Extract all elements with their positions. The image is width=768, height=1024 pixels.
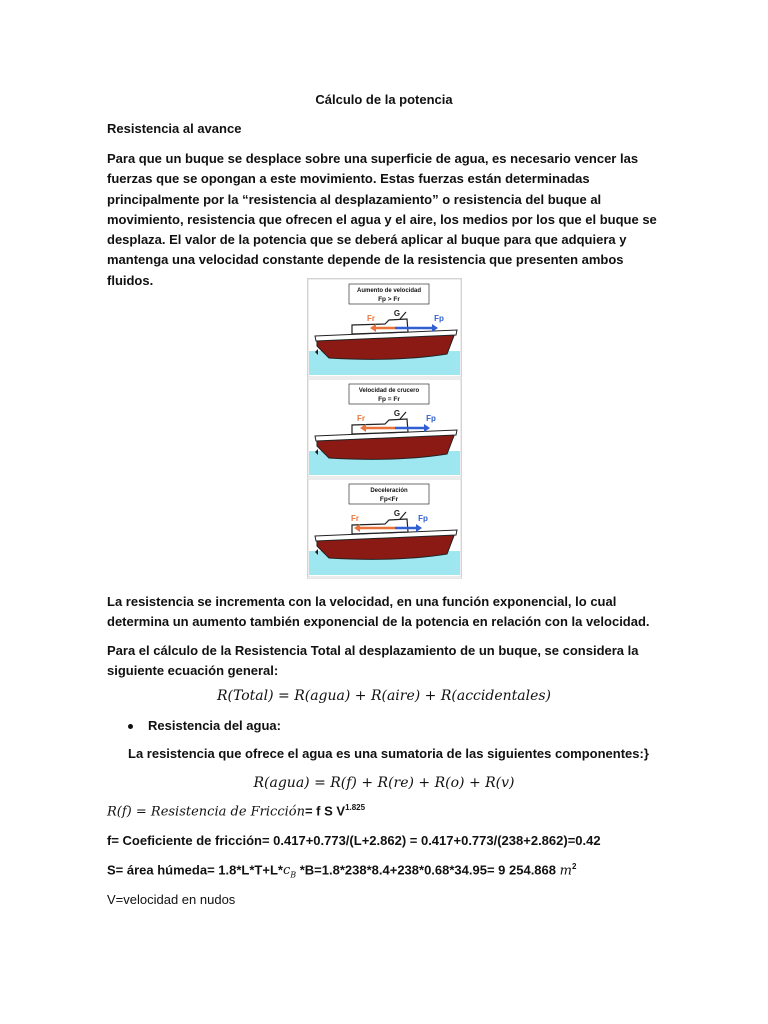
area-unit-exponent: 2	[571, 862, 577, 871]
fp-label: Fp	[426, 414, 436, 423]
wetted-area-text-a: S= área húmeda= 1.8*L*T+L*	[107, 862, 283, 878]
panel-label-title: Deceleración	[370, 488, 408, 494]
paragraph-intro: Para que un buque se desplace sobre una superficie de agua, es necesario vencer las fuerzas que se opongan a este movimiento. Estas fuerzas están determinadas principalmente por la “resistencia al desplazamiento” o resistencia del buque al movimiento, resistencia que ofrecen el agua y el aire, los medios por los que el buque se desplaza. El valor de la potencia que se deberá aplicar al buque para que adquiera y mantenga una velocidad constante depende de la resistencia que presenten ambos fluidos.	[107, 151, 657, 288]
fr-label: Fr	[351, 514, 359, 523]
page-title: Cálculo de la potencia	[315, 92, 453, 107]
equation-water-resistance: R(agua) = R(f) + R(re) + R(o) + R(v)	[253, 775, 515, 791]
panel-label-title: Velocidad de crucero	[358, 388, 420, 394]
bullet-dot	[128, 724, 133, 729]
fp-label: Fp	[418, 514, 428, 523]
panel-label-title: Aumento de velocidad	[356, 288, 422, 294]
ship-panel-1	[308, 279, 461, 377]
paragraph-exponential: La resistencia se incrementa con la velocidad, en una función exponencial, lo cual determina un aumento también exponencial de la potencia en relación con la velocidad.	[107, 594, 650, 630]
friction-coefficient-line: f= Coeficiente de fricción= 0.417+0.773/(L+2.862) = 0.417+0.773/(238+2.862)=0.42	[107, 833, 601, 848]
center-of-gravity-label: G	[393, 409, 401, 418]
center-of-gravity-label: G	[393, 309, 401, 318]
bullet-water-resistance	[128, 718, 281, 733]
block-coefficient	[283, 863, 296, 878]
paragraph-equation-intro: Para el cálculo de la Resistencia Total al desplazamiento de un buque, se considera la siguiente ecuación general:	[107, 643, 639, 679]
center-of-gravity-label: G	[393, 509, 401, 518]
wetted-area-line	[107, 862, 576, 880]
wetted-area-text-b: *B=1.8*238*8.4+238*0.68*34.95= 9 254.868	[296, 862, 560, 878]
ship-panel-2	[308, 379, 461, 477]
section-heading: Resistencia al avance	[107, 121, 242, 136]
equation-total-resistance: R(Total) = R(agua) + R(aire) + R(accidentales)	[216, 688, 552, 704]
ship-resistance-figure	[307, 278, 462, 579]
fr-label: Fr	[367, 314, 375, 323]
friction-resistance-term: R(f) = Resistencia de Fricción	[107, 804, 305, 820]
panel-label-condition: Fp = Fr	[378, 396, 400, 403]
panel-label-condition: Fp<Fr	[379, 496, 399, 503]
friction-resistance-formula: = f S V	[304, 803, 346, 819]
velocity-exponent: 1.825	[345, 803, 366, 812]
block-coefficient-sub: B	[290, 870, 297, 880]
velocity-definition-line: V=velocidad en nudos	[107, 892, 236, 907]
water-components-text: La resistencia que ofrece el agua es una sumatoria de las siguientes componentes:}	[128, 746, 649, 761]
block-coefficient-symbol: c	[282, 863, 291, 879]
fr-label: Fr	[357, 414, 365, 423]
ship-panel-3	[308, 479, 461, 577]
area-unit: m	[559, 863, 572, 879]
fp-label: Fp	[434, 314, 444, 323]
friction-resistance-line	[107, 803, 365, 819]
bullet-label: Resistencia del agua:	[148, 718, 281, 733]
panel-label-condition: Fp > Fr	[378, 296, 400, 303]
